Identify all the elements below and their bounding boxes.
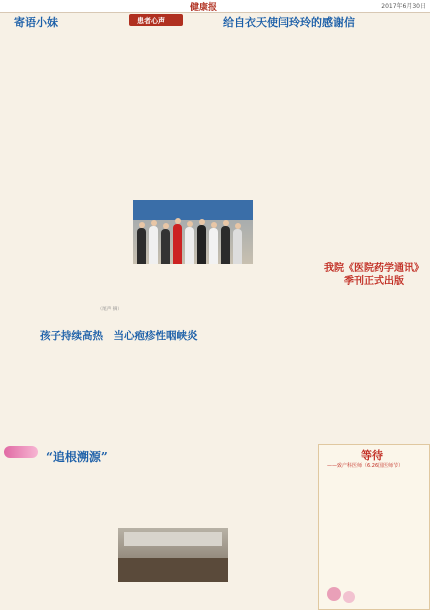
- flower-icon: [343, 591, 355, 603]
- person-figure: [173, 224, 182, 264]
- poem-subtitle: ——致产科医师（6.26国医师节）: [327, 463, 404, 469]
- flower-icon: [327, 587, 341, 601]
- article1-body: [4, 40, 122, 300]
- article2-body-right: [286, 34, 426, 244]
- article3-title: 孩子持续高热 当心疱疹性咽峡炎: [40, 330, 198, 342]
- article5-logo: [4, 444, 40, 460]
- article2-body: [128, 34, 276, 214]
- poem-waiting: [318, 444, 430, 610]
- award-group-photo: [133, 200, 253, 264]
- article-letter-sister: [4, 14, 124, 324]
- column-tag-label: 患者心声: [137, 17, 165, 25]
- person-figure: [137, 228, 146, 264]
- article1-sign: （尾声 摘）: [97, 307, 122, 312]
- poem-illustration: [323, 583, 369, 607]
- article3-body-right: [232, 344, 312, 432]
- person-figure: [233, 229, 242, 264]
- person-figure: [209, 228, 218, 264]
- page-header: [0, 0, 430, 13]
- meeting-photo: [118, 528, 228, 582]
- photo2-caption: [118, 584, 228, 604]
- poem-lines: [325, 471, 425, 581]
- article1-title: 寄语小妹: [14, 16, 58, 29]
- person-figure: [185, 227, 194, 264]
- person-figure: [197, 225, 206, 264]
- article2-title: 给自衣天使闫玲玲的感谢信: [223, 16, 355, 29]
- newspaper-brand: 健康报: [190, 3, 218, 13]
- header-date: 2017年6月30日: [381, 3, 426, 10]
- award-banner: [133, 200, 253, 220]
- article4-title: [320, 262, 428, 288]
- article4-body: [318, 292, 426, 432]
- article3-body-mid: [118, 344, 226, 432]
- photo1-caption: [258, 220, 318, 260]
- article5-body: [4, 468, 112, 598]
- person-figure: [149, 226, 158, 264]
- meeting-screen: [124, 532, 222, 546]
- article5-title: “追根溯源”: [46, 450, 108, 464]
- article5-logo-icon: [4, 446, 38, 458]
- meeting-table: [118, 558, 228, 582]
- person-figure: [221, 226, 230, 264]
- article4-title-text: 我院《医院药学通讯》季刊正式出版: [324, 263, 424, 287]
- article3-body: [4, 344, 112, 432]
- person-figure: [161, 229, 170, 264]
- poem-title: 等待: [361, 449, 383, 462]
